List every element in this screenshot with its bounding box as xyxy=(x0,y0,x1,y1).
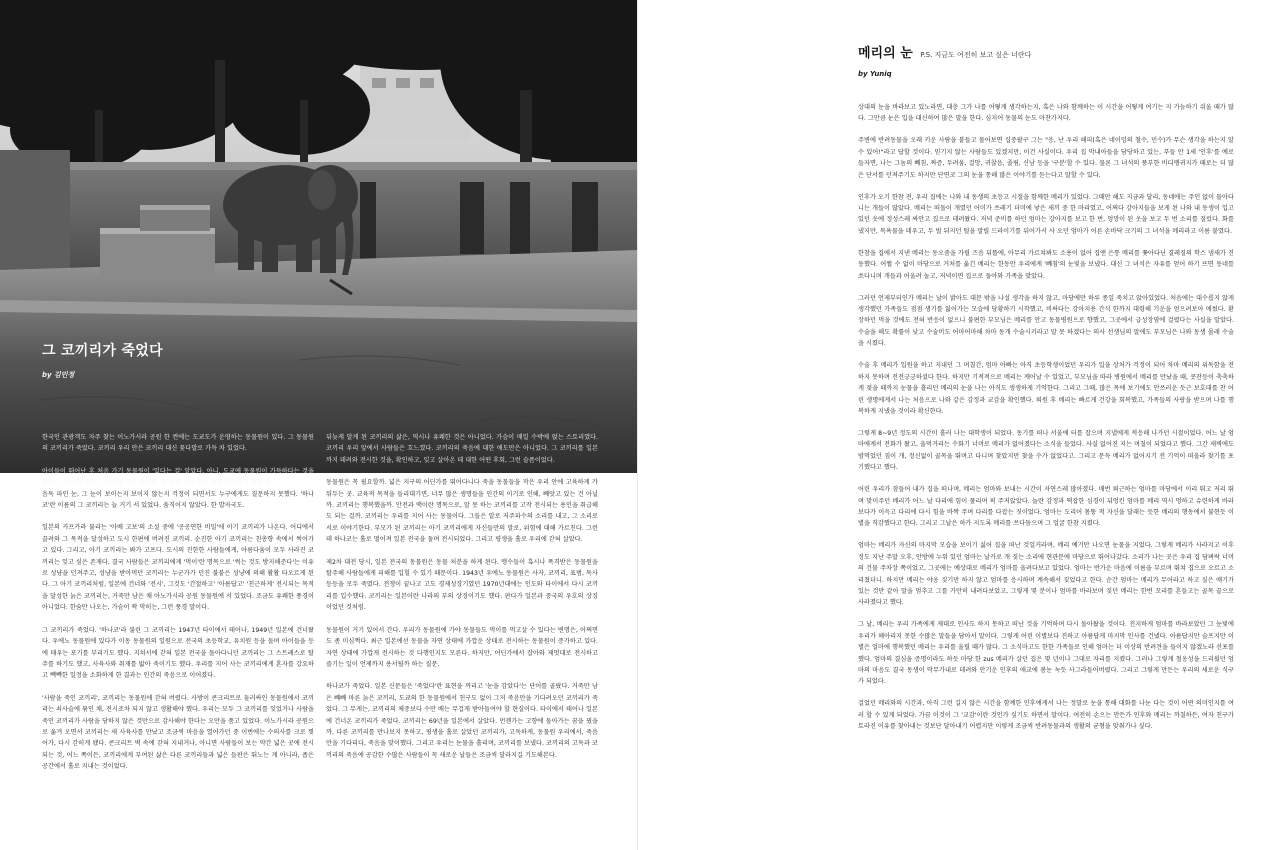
paragraph: 뒤늦게 알게 된 코끼리의 삶은, 역시나 유쾌한 것은 아니었다. 가슴이 매일 수박에 얹는 스토리였다. 코끼리 우리 앞에서 사람들은 흐느꼈다. 코끼리의 죽음에 대한 애도만은 아니었다. 그 코끼리를 일본까지 데려와 전시한 것을, 확인하고, 잊고 살아온 데 대한 어떤 후회, 그런 슬픔이었다. xyxy=(326,434,598,464)
title-postscript: P.S. 지금도 여전히 보고 싶은 너란다 xyxy=(920,51,1032,59)
article-title: 그 코끼리가 죽었다 xyxy=(42,343,163,359)
paragraph: 음독 파인 눈, 그 눈이 보이는지 보이지 않는지 걱정이 되면서도 누구에게도 질문하지 못했다. '하나코'란 이름의 그 코끼리는 늘 거기 서 있었다. 움직이지 않았다. 한 발자국도. xyxy=(42,490,314,510)
paragraph: 그러던 언제부터인가 메리는 날이 밝아도 대문 밖을 나설 생각을 하지 않고, 마당에만 하루 종일 죽치고 앉아있었다. 처음에는 대수롭지 않게 생각했던 가족들도 점점 생기를 잃어가는 모습에 당황하기 시작했고, 비싸다는 강아지용 간식 한까지 대령해 기운을 얻으려보아 애썼다. 환장하던 먹을 것에도 전혀 반응이 없으니 불편한 부모님은 메리를 안고 동물병원으로 향했고, 그곳에서 급성장염에 걸렸다는 사실을 알았다. 수술을 해도 확률이 낮고 수술비도 어마어마해 차마 동개 수술시키라고 말 못 하겠다는 의사 선생님의 말에도 부모님은 나와 동생 몰래 수술을 시켰다. xyxy=(858,294,1234,348)
left-column-2 xyxy=(326,432,598,772)
paragraph: 일본의 카프카라 불리는 '아베 고보'의 소설 중에 '공공연한 비밀'에 아기 코끼리가 나온다. 어디에서 끌려와 그 목적을 달성하고 도시 한편에 버려진 코끼리. 순진한 아기 코끼리는 친총향 속에서 썩어가고 있다. 그리고, 아기 코끼리는 봐가 고프다. 도시의 진한한 사람들에게, 아름다움이 모두 사라진 코끼리는 잊고 싶은 존재다. 결국 사람들은 코끼리에게 '먹이'란 명목으로 '썩는 것도 방지해준다'는 이유로 성냥을 던져주고, 성냥을 받아먹던 코끼리는 누군가가 던진 불붙은 성냥에 의해 활활 타오르게 된다. 그 아기 코끼리처럼, 일본에 건너와 '전시', 그것도 '간절하고' '아름답고' '친근하게' 전시되는 목적을 달성한 늙은 코끼리는, 거죽만 남은 채 아노가시라 공원 동물원에 서 있었다. 조금도 유쾌한 풍경이 아니었다. 한숨만 나오는, 가슴이 꽉 막히는, 그런 풍경 말이다. xyxy=(42,524,314,612)
paragraph: 그렇게 8~9년 정도의 시간이 흘러 나는 대학생이 되었다. 동기를 떠나 서울에 터를 잡으며 지낼에게 적응해 나가던 시절이었다. 어느 날 엄마에게서 전화가 왔고, 울먹거리는 수화기 너머로 메리가 없어졌다는 소식을 들었다. 사실 없어진 지는 며칠이 되었다고 했다. 그간 새벽에도 밤먹었던 짐이 개, 정신없이 골목을 뛰며고 다니며 찾았지만 찾을 수가 없었다고. 그리고 문득 메리가 없어지기 전 기억이 떠올라 찾기를 포기했다고 했다. xyxy=(858,429,1234,472)
paragraph: '사람을 죽인 코끼리', 코끼리는 동물원에 갇혀 버렸다. 사방이 콘크리트로 둘러싸인 동물원에서 코끼리는 쇠사슬에 묶인 채, 전시조차 되지 않고 생활해야 했다. 우리는 모두 그 코끼리를 잊었거나 사람을 죽인 코끼리가 사람을 당하지 않은 것만으로 감사해야 한다는 오만을 품고 있었다. 이노가시라 공원으로 옮겨 오면서 코끼리는 새 사육사를 만났고 조금씩 마음을 열어가던 중 이번에는 수의사를 크로 찢어가, 다시 갇히게 됐다. 콘크리트 벽 속에 갇혀 지내거나, 아니면 사람들이 보는 약간 넓은 곳에 전시되는 것, 어느 쪽이든, 코끼리에게 부여된 삶은 다른 코끼리들과 넓은 들판은 뛰노는 게 아니라, 좁은 공간에서 홀로 지내는 것이었다. xyxy=(42,694,314,771)
byline-author: Yuniq xyxy=(870,70,892,78)
article-byline xyxy=(42,370,74,380)
paragraph: 그 코끼리가 죽었다. '하나코'라 불린 그 코끼리는 1947년 타이에서 태어나, 1949년 일본에 건너왔다. 우에노 동물원에 있다가 이동 동물원의 일원으로 전국의 초등학교, 유치원 등을 돌며 아이들을 등에 태우는 포기를 부리기도 했다. 지쳐서에 갇혀 일본 전국을 돌아다니던 코끼리는 그 스트레스로 탈주를 하기도 했고, 사육사와 취재를 밟아 죽이기도 했다. 우리를 지어 사는 코끼리에게 혼자를 강요하고 빽빽한 일정을 소화하게 한 결과는 인간의 죽음으로 이어졌다. xyxy=(42,626,314,680)
article-title-right xyxy=(858,42,1031,61)
byline-author: 김민정 xyxy=(54,371,75,379)
elephant-photo xyxy=(0,0,638,473)
paragraph: 엄마는 메리가 자신의 마지막 모습을 보이기 싫어 집을 떠난 것일거라며, 메리 예기만 나오면 눈물을 지었다. 그렇게 메리가 사라지고 이후 정도 지난 주말 오후, 안방에 누워 있던 엄마는 날카로 개 짖는 소리에 현관문에 마당으로 뛰어나갔다. 소리가 나는 곳은 우리 집 담벼락 너머의 건물 주차장 쪽이었고, 그곳에는 예상대로 메리가 엄마를 올려다보고 있었다. 엄마는 반가운 마음에 이름을 부르며 뛰쳐 집으로 오르고 소리쳤더니. 하지만 메리는 야옹 짖기만 하지 않고 엄마를 응시하며 계속해서 짖었다고 한다. 순간 엄마는 메리가 무어라고 하고 싶은 얘기가 있는 것만 같아 말을 멈추고 그를 가만히 내려다보았고, 그렇게 몇 분이나 엄마를 바라보며 짖던 메리는 한번 꼬리를 흔들고는 골목 끝으로 사라졌다고 했다. xyxy=(858,542,1234,607)
paragraph: 인후가 오기 한참 전, 우리 집에는 나와 내 동생의 초등고 시절을 함께한 메리가 있었다. 그때만 해도 지금과 달리, 동네에는 주인 없이 돌아다니는 개들이 많았다. 메리는 떠돌이 개였던 어미가 쓰레기 더미에 낳은 새끼 중 한 마리였고, 어쩌다 강아지들을 보게 된 나와 내 동생이 입고 있던 옷에 정성스레 싸안고 집으로 데려왔다. 저녁 준비를 하던 엄마는 강아지를 보고 한 번, 엉망이 된 옷을 보고 두 번 소리를 질렀다. 화를 냈지만, 목욕물을 데우고, 두 벌 뒤지던 털을 말릴 드라이기를 뒤어가서 사 오던 엄마가 어른 손바닥 크기의 그 녀석을 메리라고 이름 붙였다. xyxy=(858,193,1234,235)
left-column-1 xyxy=(42,432,314,784)
right-column xyxy=(858,102,1234,743)
paragraph: 주변에 반려동물을 오래 키운 사람을 붙들고 물어보면 십중팔구 그는 "응, 난 우리 해피(혹은 네이밍의 철수, 민수)가 무슨 생각을 하는지 알 수 있어!"라고 답할 것이다. 믿기지 않는 사람들도 있겠지만, 이건 사실이다. 우리 집 막내아들을 담당하고 있는, 푸들 안 1세 '인후'를 예로 들자면, 나는 그놈의 빼침, 짜증, 두려움, 걸망, 귀찮음, 졸림, 신남 등을 '구분'할 수 있다. 물론 그 녀석의 풍부한 비디랭귀지가 때로는 더 많은 단서를 던져주기도 하지만 단연코 그의 눈을 통해 많은 이야기를 듣는다고 말할 수 있다. xyxy=(858,137,1234,179)
paragraph: 수술 후 메리가 입원을 하고 지내던 그 며칠간, 엄마 아빠는 아직 초등학생이었던 우리가 입을 상처가 걱정이 되어 차마 메리의 위독함을 전하지 못하며 전전긍긍하셨다 한다. 하지만 기적적으로 메리는 깨어날 수 있었고, 부모님을 따라 병원에서 메리를 만났을 때, 콧잔등이 축축하게 젖을 때까지 눈물을 흘리던 메리의 눈을 나는 아직도 생생하게 기억한다. 그리고 그때, 많은 목에 보기에도 안쓰러운 듯근 보호대를 찬 어린 생명에게서 나는 처음으로 나와 같은 감정과 교감을 확인했다. 퇴원 후 메리는 빠르게 건강을 회복했고, 가족들의 사랑을 받으며 나를 행복하게 지냈을 것이라 확신한다. xyxy=(858,362,1234,415)
paragraph: 한국인 관광객도 자주 찾는 이노가시라 공원 한 켠에는 도쿄도가 운영하는 동물원이 있다. 그 동물원의 코끼리가 죽었다. 코끼리 우리 안은 코끼리 대신 꽃다발로 가득 차 있었다. xyxy=(42,434,314,453)
paragraph: 하나코가 죽었다. 일본 신문들은 '죽었다'란 표현을 꺼리고 '눈을 감았다'는 단어를 골랐다. 거죽만 남은 빼빼 마른 늙은 코끼리, 도쿄의 한 동물원에서 친구도 없이 그저 죽음만을 기다려오던 코끼리가 죽었다. 그 무게는, 코끼리의 체중보다 수만 배는 무겁게 받아들여야 할 현실이다. 타이에서 태어나 일본에 건너온 코끼리가 죽었다. 코끼리는 69년을 일본에서 살았다. 먼젠가는 고향에 돌아가는 꿈을 꿨을까. 다른 코끼리를 만나보지 못하고, 평생을 홀로 살았던 코끼리가, 고독하게, 동물원 우리에서, 죽음만을 기다리다, 죽음을 맞이했다. 그리고 우리는 눈물을 흘리며, 코끼리를 보냈다. 코끼리의 고독과 코끼리의 죽음에 공감한 수많은 사람들이 꼭 새로운 날들은 조금씩 달라지길 기도해본다. xyxy=(326,683,598,759)
paragraph: 아이들이 뛰어난 후 처음 가기 동물원이 '있다는 걸' 알았다. 아니, 도쿄에 동물원이 가득하다는 것을 알았다. 아이를 데리고 여러 번 가본 곳이다. 한 마리 밖에 없는 코끼리가 거기 있었다. xyxy=(42,467,314,487)
article-byline-right xyxy=(858,70,892,78)
title-main: 메리의 눈 xyxy=(858,46,913,61)
paragraph: 상대의 눈을 바라보고 있노라면, 대충 그가 나를 어떻게 생각하는지, 혹은 나와 함께하는 이 시간을 어떻게 여기는 지 가늠하기 쉬울 때가 많다. 그만큼 눈은 입을 대신하여 많은 말을 한다. 심지어 동물의 눈도 마찬가지다. xyxy=(858,104,1234,123)
byline-prefix: by xyxy=(42,371,52,379)
paragraph: 제2차 대전 당시, 일본 전국의 동물원은 동물 처분을 하게 된다. 맹수들이 혹시나 폭격받은 동물원을 탈주해 사람들에게 피해를 입힐 수 있기 때문이다. 1943년 우에노 동물원은 사자, 코끼리, 표범, 독사 등등을 모두 죽였다. 전쟁이 끝나고 고도 경제성장기였던 1970년대에는 인도와 타이에서 다시 코끼리를 입수했다. 코끼리는 일본이란 나라의 부의 상징이기도 했다. 판다가 일본과 중국의 우호의 상징이었던 것처럼. xyxy=(326,558,598,612)
paragraph: 어린 우리가 잠들어 내가 집을 떠나며, 메리는 엄마와 보내는 시간이 자연스레 많아졌다. 매번 퇴근하는 엄마를 마당에서 이리 뛰고 저리 뛰며 맞이주던 메리가 어느 날 다리에 힘이 풀리며 픽 주저앉았다. 놀란 감정과 떡잡한 심경이 뒤엉킨 엄마를 메리 역시 멍하고 슈련하게 바라보다가 이윽고 다리에 다시 힘을 바짝 주며 다리를 다잡는 짓이었다. 엄마는 도리어 몸뚱 적 자신을 달래는 듯한 메리의 행동에서 불현듯 이별을 직감했다고 한다. 그리고 그날은 하가 지도록 메리를 쓰다듬으며 그 얼굴 한참 지켰다. xyxy=(858,486,1234,528)
paragraph: 동물원은 꼭 필요할까. 넓은 지구의 어딘가를 뛰어다니다 죽을 동물들을 작은 우리 안에 고육하게 가둬두는 곳. 교육적 목적을 들리대기면, 너무 많은 생명들을 인간의 이기로 인해, 빼앗고 있는 건 아닐까. 코끼리는 행복했을까. 안전과 맥이란 명목으로, 알 못 하는 코끼리를 고작 전시되는 용인을 취급해도 되는 걸까. 코끼리는 우리를 지어 사는 동물이다. 그들은 알로 저주파수의 소리를 내고, 그 소리로 서로 이야기한다. 부모가 된 코끼리는 아기 코끼리에게 자신들만의 말로, 위험에 대해 가르친다. 그런데 하나코는 홀로 떨어져 일본 전국을 돌며 전시되었다. 그리고 평생을 홀로 우리에 갇혀 살았다. xyxy=(326,479,598,544)
paragraph: 동물원이 거기 있어서 간다. 우리가 동물원에 가야 동물들도 먹이를 먹고살 수 있다는 변명은, 어쩌면도 좀 미심쩍다. 최근 일본에선 동물을 자연 상태에 가깝운 상태로 전시하는 동물원이 증가하고 있다. 자연 상태에 가깝게 전시하는 것 다행인지도 모른다. 하지만, 어딘가에서 잡아와 제멋대로 전시하고 즐기는 일이 언제까지 용서될까 하는 질문. xyxy=(326,626,598,668)
paragraph: 걸었던 메리와의 시간과, 아직 그런 길지 않은 시간을 함께한 인후에게서 나는 정말로 눈을 통해 대화를 나눈 다는 것이 어떤 의미인지를 여러 할 수 있게 되었다. 가끔 이것이 그 '교감'이란 것인가 싶기도 하면서 말이다. 여전히 손으는 만든가 인후와 메리는 까칠하든, 여자 친구가 토라진 이유를 찾아내는 것보단 달아내기 어렵지만 이렇게 조금씩 반려동물과의 생활의 균형을 맞춰가나 싶다. xyxy=(858,700,1234,731)
paragraph: 한참을 집에서 지낸 메리는 동오줌을 가릴 즈음 뒤뜰에, 아무리 가르쳐봐도 소용이 없어 집앤 은통 메리를 쫓아다닌 결레질의 학스 냄새가 진동했다. 어쩔 수 없이 마당으로 거처를 옮긴 메리는 한동안 우리에게 '빼침'의 눈빛을 보냈다. 대신 그 녀석은 자유를 얻어 하기 뜨면 동네를 쏘다니며 개들과 어울려 놀고, 저녁이면 집으로 돌아와 가족을 맞았다. xyxy=(858,249,1234,280)
paragraph: 그 날, 메리는 우리 가족에게 제대로 인사도 하지 못하고 떠난 것을 기억하며 다시 돌아왔을 것이다. 진지하게 엄마를 바라보았던 그 눈빛에 우리가 헤아리지 못한 수많은 말들을 담아서 말이다. 그렇게 어린 이별보다 진하고 아름답게 마지막 인사를 건넸다. 아름답지만 슬프지만 이별은 얼마에 행복했던 메리는 우리를 울릴 때가 많다. 그 소식마고도 한한 가족들로 인해 엄마는 더 이상의 반려견을 들이지 않겠노라 선포를 했다. 엄마의 결심을 증명이라도 하듯 마당 한 zus 메리가 살던 집은 몇 년이나 그대로 자리를 지켰다. 그러나 그렇게 철옹성을 드리웠던 엄마의 마음도 결국 동생이 막무가내로 데려와 안기운 인후의 애교에 봄눈 녹듯 사그라들어버렸다. 그리고 그렇게 만든는 우리의 새로운 식구가 되었다. xyxy=(858,621,1234,686)
byline-prefix: by xyxy=(858,70,868,78)
